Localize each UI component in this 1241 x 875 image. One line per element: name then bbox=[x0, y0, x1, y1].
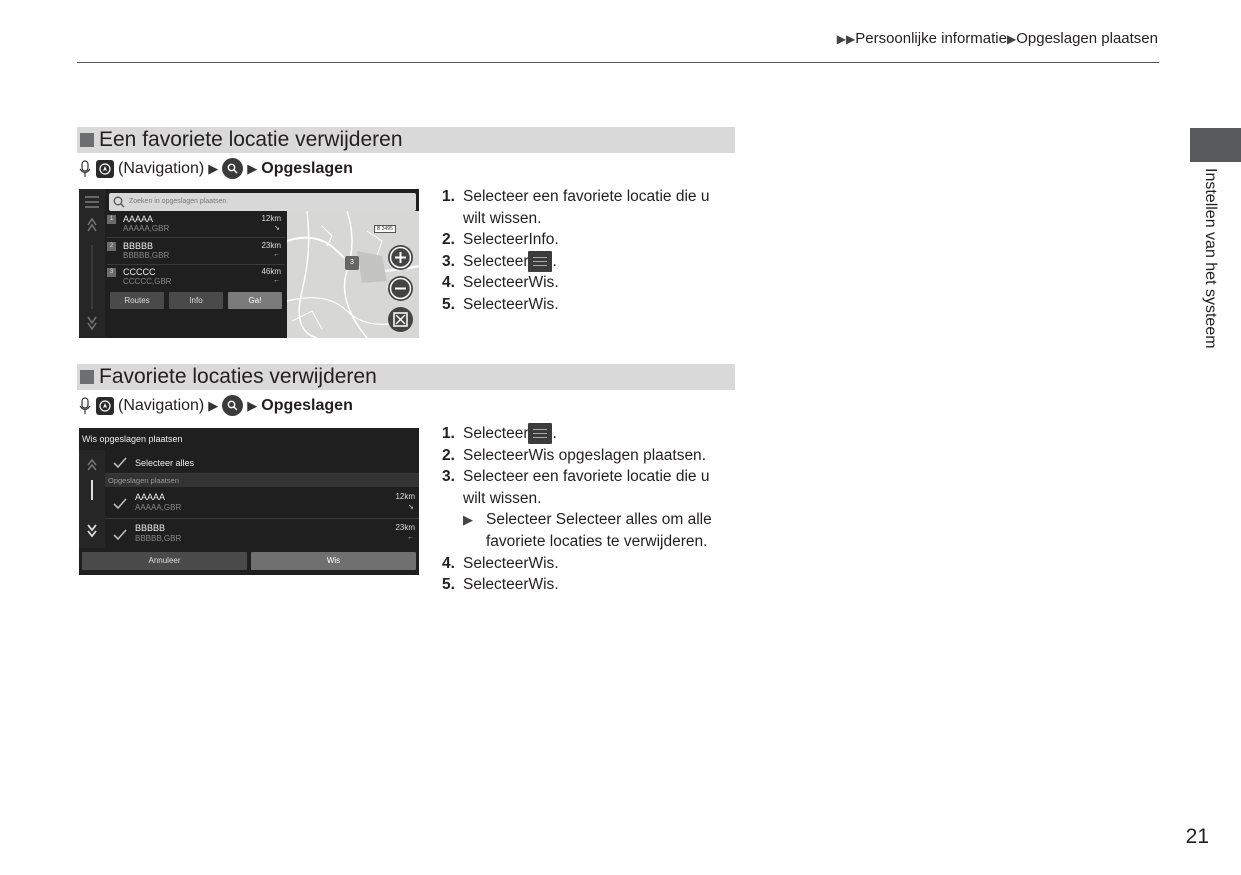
step: 3. Selecteer een favoriete locatie die u bbox=[442, 468, 710, 486]
step: 5. Selecteer Wis . bbox=[442, 574, 712, 596]
saved-places-screen bbox=[79, 189, 419, 338]
delete-saved-places-screen bbox=[79, 428, 419, 575]
step: 2. Selecteer Info . bbox=[442, 229, 709, 251]
search-icon bbox=[113, 196, 125, 208]
key-label: Wis bbox=[528, 274, 555, 292]
microphone-icon bbox=[78, 397, 92, 415]
section-heading-delete-favorite: Een favoriete locatie verwijderen bbox=[77, 127, 735, 153]
zoom-out-button[interactable] bbox=[388, 276, 413, 301]
arrow-icon: ▶ bbox=[463, 512, 473, 528]
navigation-path bbox=[78, 395, 353, 416]
chapter-tab bbox=[1190, 128, 1241, 162]
arrow-icon: ▶ bbox=[208, 397, 219, 413]
category-header: Opgeslagen plaatsen bbox=[105, 474, 419, 487]
cancel-button[interactable]: Annuleer bbox=[82, 552, 247, 570]
navigation-path bbox=[78, 158, 353, 179]
delete-button[interactable]: Wis bbox=[251, 552, 416, 570]
key-label: Wis bbox=[528, 576, 555, 594]
path-navigation-label: (Navigation) bbox=[118, 396, 205, 414]
path-target-label: Opgeslagen bbox=[261, 159, 353, 177]
zoom-in-button[interactable] bbox=[388, 245, 413, 270]
list-item[interactable]: 2 BBBBB BBBBB,GBR 23km ← bbox=[107, 240, 285, 265]
minus-icon bbox=[388, 276, 413, 301]
step-list: 1. Selecteer een favoriete locatie die u wilt wissen. 2. Selecteer Info . 3. Selecteer . 4. Selecteer Wis . 5. Selecteer Wis . bbox=[442, 186, 709, 316]
list-item[interactable]: AAAAA AAAAA,GBR 12km ➘ bbox=[105, 488, 419, 519]
arrow-icon: ▶ bbox=[247, 160, 258, 176]
plus-icon bbox=[388, 245, 413, 270]
sub-step: ▶ Selecteer Selecteer alles om alle bbox=[442, 509, 712, 531]
header-divider bbox=[77, 62, 1159, 63]
breadcrumb-item-saved-places[interactable]: Opgeslagen plaatsen bbox=[1016, 30, 1158, 47]
road-label: B 3495 bbox=[374, 225, 396, 233]
step: 5. Selecteer Wis . bbox=[442, 294, 709, 316]
list-item[interactable]: BBBBB BBBBB,GBR 23km ← bbox=[105, 520, 419, 548]
step: 4. Selecteer Wis . bbox=[442, 553, 712, 575]
menu-icon bbox=[528, 251, 552, 272]
search-input[interactable]: Zoeken in opgeslagen plaatsen bbox=[109, 193, 416, 211]
microphone-icon bbox=[78, 160, 92, 178]
list-sidebar bbox=[79, 189, 105, 338]
step: 1. Selecteer een favoriete locatie die u bbox=[442, 188, 710, 205]
checkmark-icon bbox=[112, 497, 128, 511]
step: 4. Selecteer Wis . bbox=[442, 272, 709, 294]
arrow-icon: ▶ bbox=[208, 160, 219, 176]
path-navigation-label: (Navigation) bbox=[118, 159, 205, 177]
key-label: Selecteer alles bbox=[555, 511, 658, 529]
step-list: 1. Selecteer . 2. Selecteer Wis opgeslagen plaatsen . 3. Selecteer een favoriete locatie die u wilt wissen. ▶ Selecteer Selecteer alles om alle favoriete locaties te verwijderen. 4. Selecteer Wis . 5. Selecteer Wis . bbox=[442, 423, 712, 596]
navigation-icon bbox=[96, 397, 114, 415]
screen-title: Wis opgeslagen plaatsen bbox=[82, 434, 183, 444]
expand-icon bbox=[388, 307, 413, 332]
double-arrow-icon: ▶▶ bbox=[836, 32, 856, 46]
search-icon bbox=[222, 158, 243, 179]
key-label: Wis opgeslagen plaatsen bbox=[528, 446, 702, 464]
direction-icon: ➘ bbox=[408, 504, 414, 511]
navigation-icon bbox=[96, 160, 114, 178]
checkmark-icon bbox=[112, 528, 128, 542]
scroll-controls[interactable] bbox=[79, 450, 105, 548]
list-item[interactable]: 3 CCCCC CCCCC,GBR 46km ← bbox=[107, 266, 285, 291]
fullscreen-button[interactable] bbox=[388, 307, 413, 332]
map-view[interactable] bbox=[287, 211, 419, 338]
location-marker[interactable]: 3 bbox=[345, 256, 359, 270]
heading-square-icon bbox=[80, 370, 94, 384]
step: 3. Selecteer . bbox=[442, 252, 557, 270]
heading-square-icon bbox=[80, 133, 94, 147]
section-heading-delete-favorites: Favoriete locaties verwijderen bbox=[77, 364, 735, 390]
info-button[interactable]: Info bbox=[169, 292, 223, 309]
key-label: Wis bbox=[528, 554, 555, 572]
chapter-label: Instellen van het systeem bbox=[1202, 168, 1219, 349]
arrow-icon: ▶ bbox=[247, 397, 258, 413]
breadcrumb bbox=[837, 30, 1158, 47]
routes-button[interactable]: Routes bbox=[110, 292, 164, 309]
menu-icon bbox=[528, 423, 552, 444]
key-label: Wis bbox=[528, 295, 555, 313]
checkmark-icon bbox=[112, 456, 128, 470]
list-item[interactable]: 1 AAAAA AAAAA,GBR 12km ➘ bbox=[107, 213, 285, 238]
key-label: Info bbox=[528, 231, 555, 249]
direction-icon: ← bbox=[407, 534, 414, 541]
menu-icon[interactable] bbox=[79, 189, 105, 338]
breadcrumb-item-personal-info[interactable]: Persoonlijke informatie bbox=[855, 30, 1007, 47]
direction-icon: ← bbox=[273, 277, 280, 284]
page-number: 21 bbox=[1185, 825, 1209, 848]
direction-icon: ← bbox=[273, 251, 280, 258]
step: 2. Selecteer Wis opgeslagen plaatsen . bbox=[442, 445, 712, 467]
direction-icon: ➘ bbox=[274, 225, 280, 232]
go-button[interactable]: Ga! bbox=[228, 292, 282, 309]
step: 1. Selecteer . bbox=[442, 425, 557, 442]
search-icon bbox=[222, 395, 243, 416]
select-all-row[interactable]: Selecteer alles bbox=[105, 452, 419, 474]
path-target-label: Opgeslagen bbox=[261, 396, 353, 414]
list-sidebar bbox=[79, 450, 105, 548]
arrow-icon: ▶ bbox=[1006, 32, 1017, 46]
